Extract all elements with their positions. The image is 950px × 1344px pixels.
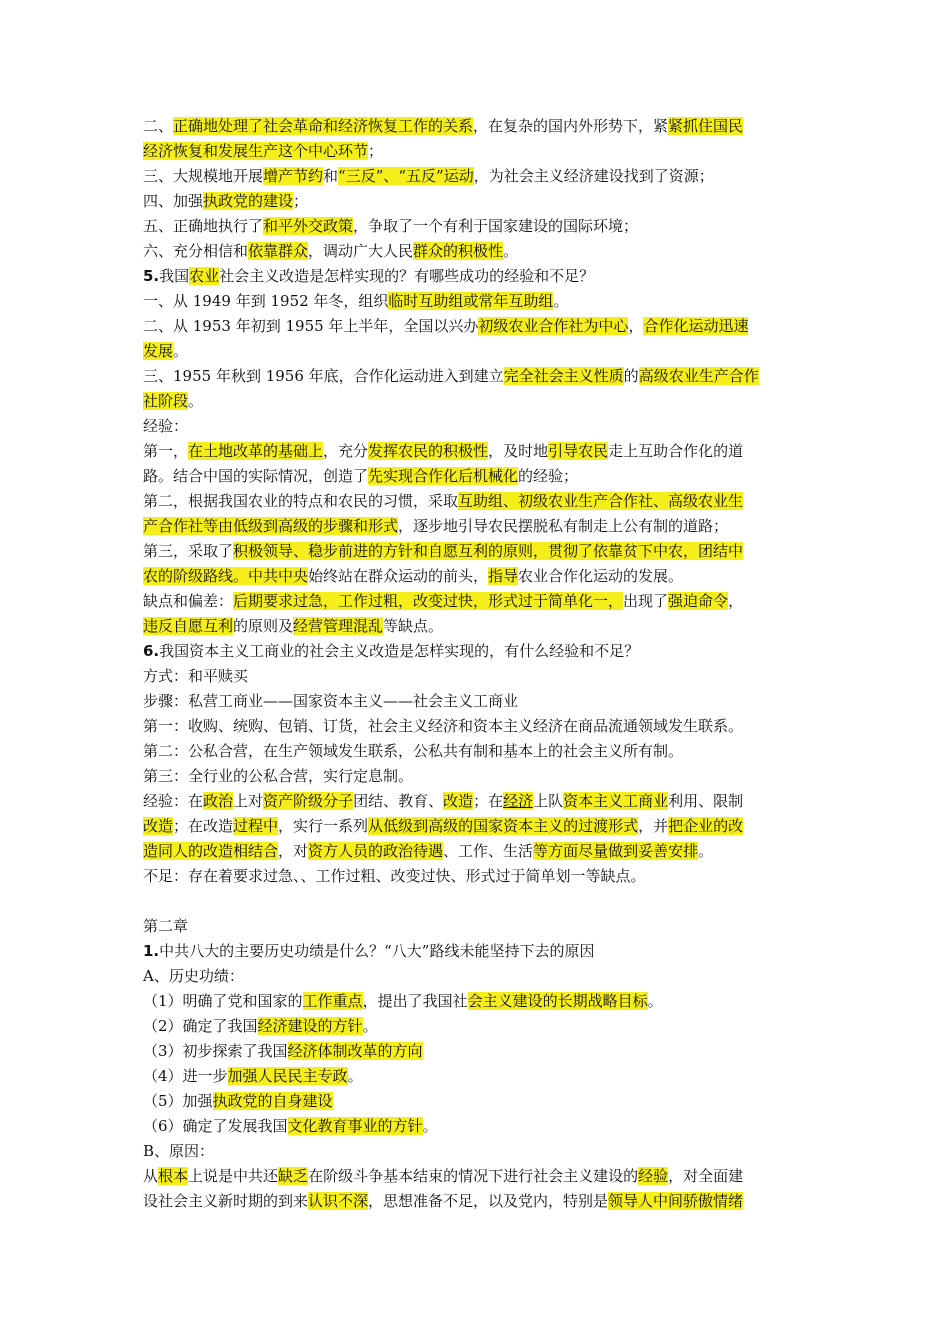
- text-segment: 我国资本主义工商业的社会主义改造是怎样实现的，有什么经验和不足？: [159, 642, 640, 660]
- text-segment: ，在复杂的国内外形势下，紧: [473, 117, 669, 135]
- highlighted-text: 社阶段: [143, 392, 189, 410]
- text-segment: 的原则及: [233, 617, 294, 635]
- highlighted-text: 紧抓住国民: [668, 117, 744, 135]
- text-line: [143, 214, 807, 239]
- text-segment: 一、从 1949 年到 1952 年冬，组织: [143, 292, 389, 310]
- highlighted-text: 政治: [203, 792, 234, 810]
- text-segment: ，思想准备不足，以及党内，特别是: [368, 1192, 609, 1210]
- highlighted-text: 发挥农民的积极性: [368, 442, 489, 460]
- text-line: [143, 1139, 807, 1164]
- highlighted-text: 合作化运动迅速: [643, 317, 749, 335]
- text-segment: 。: [647, 992, 663, 1010]
- highlighted-text: 完全社会主义性质: [503, 367, 624, 385]
- text-line: [143, 614, 807, 639]
- text-segment: B、原因：: [143, 1142, 215, 1160]
- text-line: [143, 1114, 807, 1139]
- text-line: [143, 514, 807, 539]
- highlighted-text: 依靠群众: [248, 242, 309, 260]
- text-segment: 三、1955 年秋到 1956 年底，合作化运动进入到建立: [143, 367, 504, 385]
- text-line: [143, 364, 807, 389]
- text-segment: ，争取了一个有利于国家建设的国际环境；: [353, 217, 639, 235]
- highlighted-text: 农的阶级路线。中共中央: [143, 567, 309, 585]
- highlighted-text: 后期要求过急，工作过粗，改变过快，形式过于简单化一，: [233, 592, 624, 610]
- text-segment: 第一，: [143, 442, 189, 460]
- text-segment: 。: [173, 342, 189, 360]
- text-segment: （1）明确了党和国家的: [143, 992, 303, 1010]
- text-line: [143, 739, 807, 764]
- text-segment: 上队: [533, 792, 564, 810]
- text-line: [143, 1039, 807, 1064]
- text-line: [143, 139, 807, 164]
- text-segment: 经验：: [143, 417, 189, 435]
- highlighted-text: “三反”、“五反”运动: [338, 167, 474, 185]
- text-line: [143, 314, 807, 339]
- text-segment: 、工作、生活: [443, 842, 534, 860]
- text-segment: 第二：公私合营，在生产领域发生联系，公私共有制和基本上的社会主义所有制。: [143, 742, 684, 760]
- text-segment: 上对: [233, 792, 264, 810]
- text-segment: ，及时地: [488, 442, 549, 460]
- text-segment: 。: [698, 842, 714, 860]
- text-segment: 的: [623, 367, 639, 385]
- highlighted-text: 增产节约: [263, 167, 324, 185]
- text-segment: 第一：收购、统购、包销、订货，社会主义经济和资本主义经济在商品流通领域发生联系。: [143, 717, 744, 735]
- text-line: [143, 189, 807, 214]
- text-line: [143, 1064, 807, 1089]
- highlighted-text: 认识不深: [308, 1192, 369, 1210]
- highlighted-text: 先实现合作化后机械化: [368, 467, 519, 485]
- highlighted-text: 经济: [503, 792, 534, 810]
- text-line: [143, 289, 807, 314]
- text-line: [143, 1189, 807, 1214]
- text-line: [143, 914, 807, 939]
- text-segment: 。: [347, 1067, 363, 1085]
- text-segment: 设社会主义新时期的到来: [143, 1192, 309, 1210]
- highlighted-text: 临时互助组或常年互助组: [388, 292, 554, 310]
- highlighted-text: 把企业的改: [668, 817, 744, 835]
- text-segment: ；在: [473, 792, 504, 810]
- text-segment: 我国: [159, 267, 190, 285]
- text-segment: （5）加强: [143, 1092, 213, 1110]
- text-line: [143, 114, 807, 139]
- text-segment: ，逐步地引导农民摆脱私有制走上公有制的道路；: [398, 517, 729, 535]
- highlighted-text: 执政党的自身建设: [212, 1092, 333, 1110]
- question-number: 1.: [143, 942, 160, 960]
- text-segment: 第二，根据我国农业的特点和农民的习惯，采取: [143, 492, 459, 510]
- document-page: [143, 114, 807, 1214]
- text-line: [143, 439, 807, 464]
- text-segment: 。: [422, 1117, 438, 1135]
- text-line: [143, 989, 807, 1014]
- highlighted-text: 经济建设的方针: [257, 1017, 363, 1035]
- text-line: [143, 639, 807, 664]
- highlighted-text: 产合作社等由低级到高级的步骤和形式: [143, 517, 399, 535]
- text-segment: 社会主义改造是怎样实现的？有哪些成功的经验和不足？: [219, 267, 595, 285]
- text-line: [143, 414, 807, 439]
- text-segment: （3）初步探索了我国: [143, 1042, 288, 1060]
- text-line: [143, 464, 807, 489]
- text-segment: 和: [323, 167, 339, 185]
- text-segment: 第二章: [143, 917, 189, 935]
- text-line: [143, 264, 807, 289]
- text-line: [143, 764, 807, 789]
- highlighted-text: 发展: [143, 342, 174, 360]
- highlighted-text: 资产阶级分子: [263, 792, 354, 810]
- text-segment: ；: [293, 192, 309, 210]
- text-segment: 不足：存在着要求过急、、工作过粗、改变过快、形式过于简单划一等缺点。: [143, 867, 646, 885]
- highlighted-text: 从低级到高级的国家资本主义的过渡形式: [368, 817, 639, 835]
- text-segment: 缺点和偏差：: [143, 592, 234, 610]
- highlighted-text: 改造: [443, 792, 474, 810]
- text-segment: ；: [368, 142, 384, 160]
- highlighted-text: 会主义建设的长期战略目标: [467, 992, 648, 1010]
- question-number: 6.: [143, 642, 160, 660]
- text-line: [143, 864, 807, 889]
- text-segment: ，实行一系列: [278, 817, 369, 835]
- text-segment: 。: [188, 392, 204, 410]
- text-segment: 路。结合中国的实际情况，创造了: [143, 467, 369, 485]
- text-segment: 五、正确地执行了: [143, 217, 264, 235]
- question-number: 5.: [143, 267, 160, 285]
- text-segment: 。: [362, 1017, 378, 1035]
- text-segment: 从: [143, 1167, 159, 1185]
- highlighted-text: 加强人民民主专政: [227, 1067, 348, 1085]
- text-segment: 四、加强: [143, 192, 204, 210]
- text-line: [143, 164, 807, 189]
- highlighted-text: 造同人的改造相结合: [143, 842, 279, 860]
- text-segment: ，: [628, 317, 644, 335]
- highlighted-text: 根本: [158, 1167, 189, 1185]
- text-line: [143, 564, 807, 589]
- text-segment: 。: [553, 292, 569, 310]
- text-segment: 二、从 1953 年初到 1955 年上半年，全国以兴办: [143, 317, 479, 335]
- highlighted-text: 执政党的建设: [203, 192, 294, 210]
- text-segment: A、历史功绩：: [143, 967, 244, 985]
- highlighted-text: 指导: [488, 567, 519, 585]
- text-segment: 六、充分相信和: [143, 242, 249, 260]
- highlighted-text: 在土地改革的基础上: [188, 442, 324, 460]
- highlighted-text: 初级农业合作社为中心: [478, 317, 629, 335]
- text-line: [143, 489, 807, 514]
- text-segment: ，调动广大人民: [308, 242, 414, 260]
- text-segment: 。: [503, 242, 519, 260]
- highlighted-text: 领导人中间骄傲情绪: [608, 1192, 744, 1210]
- text-line: [143, 939, 807, 964]
- text-segment: ，对全面建: [668, 1167, 744, 1185]
- text-segment: （2）确定了我国: [143, 1017, 258, 1035]
- text-line: [143, 1089, 807, 1114]
- highlighted-text: 和平外交政策: [263, 217, 354, 235]
- highlighted-text: 缺乏: [278, 1167, 309, 1185]
- text-segment: 经验：在: [143, 792, 204, 810]
- text-segment: ，提出了我国社: [362, 992, 468, 1010]
- text-segment: 第三：全行业的公私合营，实行定息制。: [143, 767, 414, 785]
- text-segment: 步骤：私营工商业——国家资本主义——社会主义工商业: [143, 692, 519, 710]
- text-segment: 农业合作化运动的发展。: [518, 567, 684, 585]
- highlighted-text: 改造: [143, 817, 174, 835]
- highlighted-text: 积极领导、稳步前进的方针和自愿互利的原则，贯彻了依靠贫下中农，团结中: [233, 542, 744, 560]
- text-line: [143, 714, 807, 739]
- highlighted-text: 文化教育事业的方针: [287, 1117, 423, 1135]
- highlighted-text: 互助组、初级农业生产合作社、高级农业生: [458, 492, 744, 510]
- text-segment: 在阶级斗争基本结束的情况下进行社会主义建设的: [308, 1167, 639, 1185]
- text-segment: 利用、限制: [668, 792, 744, 810]
- text-segment: 出现了: [623, 592, 669, 610]
- text-line: [143, 389, 807, 414]
- highlighted-text: 经营管理混乱: [293, 617, 384, 635]
- text-segment: （6）确定了发展我国: [143, 1117, 288, 1135]
- text-segment: （4）进一步: [143, 1067, 228, 1085]
- text-segment: ，为社会主义经济建设找到了资源；: [473, 167, 714, 185]
- text-segment: ，: [728, 592, 744, 610]
- highlighted-text: 群众的积极性: [413, 242, 504, 260]
- highlighted-text: 过程中: [233, 817, 279, 835]
- text-line: [143, 339, 807, 364]
- text-segment: 二、: [143, 117, 174, 135]
- text-segment: 第三，采取了: [143, 542, 234, 560]
- text-line: [143, 689, 807, 714]
- text-line: [143, 889, 807, 914]
- highlighted-text: 经济体制改革的方向: [287, 1042, 423, 1060]
- text-segment: 走上互助合作化的道: [608, 442, 744, 460]
- text-line: [143, 789, 807, 814]
- highlighted-text: 资本主义工商业: [563, 792, 669, 810]
- text-segment: ，充分: [323, 442, 369, 460]
- highlighted-text: 经济恢复和发展生产这个中心环节: [143, 142, 369, 160]
- text-line: [143, 1014, 807, 1039]
- text-line: [143, 239, 807, 264]
- highlighted-text: 工作重点: [302, 992, 363, 1010]
- highlighted-text: 经验: [638, 1167, 669, 1185]
- text-line: [143, 839, 807, 864]
- text-segment: 的经验；: [518, 467, 579, 485]
- text-line: [143, 664, 807, 689]
- text-segment: 方式：和平赎买: [143, 667, 249, 685]
- highlighted-text: 等方面尽量做到妥善安排: [533, 842, 699, 860]
- highlighted-text: 农业: [189, 267, 220, 285]
- text-line: [143, 539, 807, 564]
- highlighted-text: 正确地处理了社会革命和经济恢复工作的关系: [173, 117, 474, 135]
- highlighted-text: 违反自愿互利: [143, 617, 234, 635]
- text-segment: 始终站在群众运动的前头，: [308, 567, 489, 585]
- text-segment: 上说是中共还: [188, 1167, 279, 1185]
- text-segment: ；在改造: [173, 817, 234, 835]
- text-line: [143, 964, 807, 989]
- text-segment: 等缺点。: [383, 617, 444, 635]
- text-line: [143, 589, 807, 614]
- highlighted-text: 高级农业生产合作: [638, 367, 759, 385]
- text-segment: 团结、教育、: [353, 792, 444, 810]
- text-segment: 中共八大的主要历史功绩是什么？“八大”路线未能坚持下去的原因: [159, 942, 595, 960]
- text-segment: ，并: [638, 817, 669, 835]
- text-segment: ，对: [278, 842, 309, 860]
- text-segment: 三、大规模地开展: [143, 167, 264, 185]
- highlighted-text: 资方人员的政治待遇: [308, 842, 444, 860]
- highlighted-text: 强迫命令: [668, 592, 729, 610]
- highlighted-text: 引导农民: [548, 442, 609, 460]
- text-line: [143, 814, 807, 839]
- text-line: [143, 1164, 807, 1189]
